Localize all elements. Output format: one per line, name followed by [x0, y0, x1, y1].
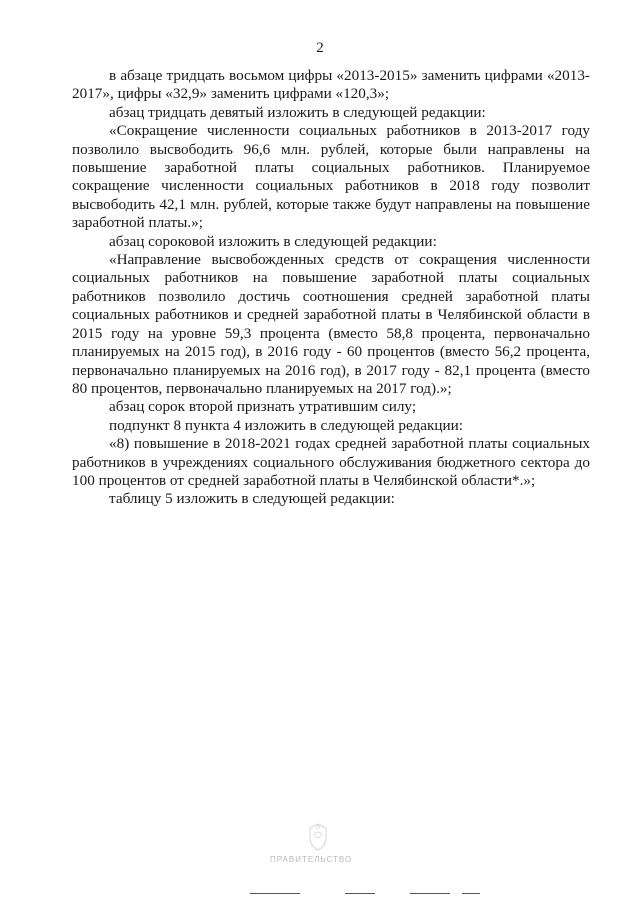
footer-stamp: ПРАВИТЕЛЬСТВО [270, 855, 353, 864]
scan-edge-marks [0, 893, 640, 897]
paragraph-6: абзац сорок второй признать утратившим силу; [109, 398, 417, 416]
paragraph-2: абзац тридцать девятый изложить в следующей редакции: [109, 103, 486, 121]
paragraph-4: абзац сороковой изложить в следующей редакции: [109, 232, 437, 250]
page-number: 2 [316, 40, 324, 56]
paragraph-9: таблицу 5 изложить в следующей редакции: [109, 490, 395, 508]
paragraph-3: «Сокращение численности социальных работников в 2013-2017 году позволило высвободить 96,6 млн. рублей, которые были направлены на повышение заработной платы социальных работников. Планируемое сокращение численности социальных работников в 2018 году позволит высвободить 42,1 млн. рублей, которые также будут направлены на повышение заработной платы.»; [72, 122, 590, 232]
document-body [72, 67, 590, 509]
paragraph-7: подпункт 8 пункта 4 изложить в следующей редакции: [109, 416, 463, 434]
paragraph-5: «Направление высвобожденных средств от сокращения численности социальных работников на повышение заработной платы социальных работников позволило достичь соотношения средней заработной платы социальных работников и средней заработной платы в Челябинской области в 2015 году на уровне 59,3 процента (вместо 58,8 процента, первоначально планируемых на 2015 год), в 2016 году - 60 процентов (вместо 56,2 процента, первоначально планируемых на 2016 год), в 2017 году - 82,1 процента (вместо 80 процентов, первоначально планируемых на 2017 год).»; [72, 251, 590, 397]
coat-of-arms-icon [306, 822, 330, 852]
paragraph-8: «8) повышение в 2018-2021 годах средней заработной платы социальных работников в учреждениях социального обслуживания бюджетного сектора до 100 процентов от средней заработной платы в Челябинской области*.»; [72, 435, 590, 489]
paragraph-1: в абзаце тридцать восьмом цифры «2013-2015» заменить цифрами «2013-2017», цифры «32,9» заменить цифрами «120,3»; [72, 67, 590, 103]
